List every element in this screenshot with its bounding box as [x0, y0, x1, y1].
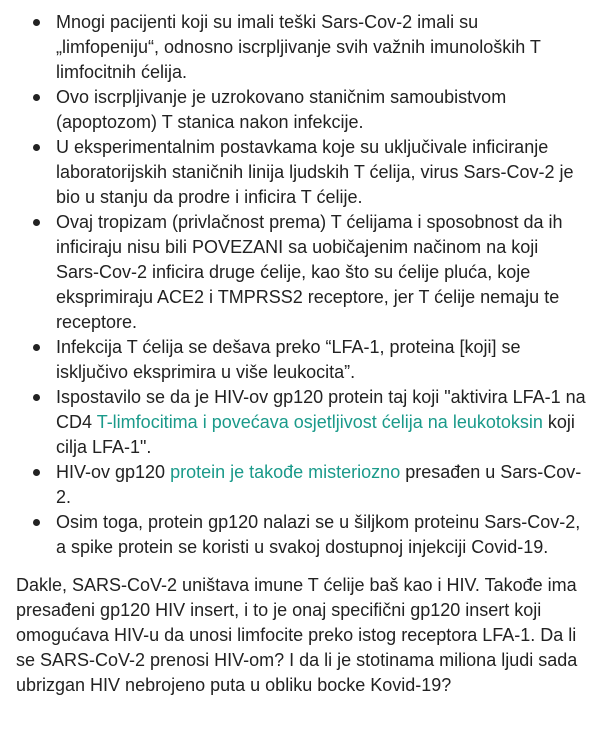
bullet-icon — [33, 519, 40, 526]
list-item — [14, 335, 586, 385]
list-item-text: U eksperimentalnim postavkama koje su uključivale inficiranje laboratorijskih staničnih linija ljudskih T ćelija, virus Sars-Cov-2 je bio u stanju da prodre i inficira T ćelije. — [56, 137, 574, 207]
list-item — [14, 135, 586, 210]
misteriozno-link[interactable]: protein je takođe misteriozno — [170, 462, 401, 482]
bullet-list — [14, 10, 586, 560]
bullet-icon — [33, 469, 40, 476]
conclusion-paragraph: Dakle, SARS-CoV-2 uništava imune T ćelije baš kao i HIV. Takođe ima presađeni gp120 HIV insert, i to je onaj specifični gp120 insert koji omogućava HIV-u da unosi limfocite preko istog receptora LFA-1. Da li se SARS-CoV-2 prenosi HIV-om? I da li je stotinama miliona ljudi sada ubrizgan HIV nebrojeno puta u obliku bocke Kovid-19? — [16, 575, 578, 695]
list-item-text: Ovo iscrpljivanje je uzrokovano staničnim samoubistvom (apoptozom) T stanica nakon infekcije. — [56, 87, 507, 132]
list-item — [14, 210, 586, 335]
bullet-icon — [33, 219, 40, 226]
list-item-text: Infekcija T ćelija se dešava preko “LFA-1, proteina [koji] se isključivo eksprimira u više leukocita”. — [56, 337, 521, 382]
list-item-text-before: Ispostavilo se da je HIV-ov gp120 protein taj koji "aktivira LFA-1 na CD4 — [56, 387, 586, 432]
list-item — [14, 510, 586, 560]
leukotoxin-link[interactable]: T-limfocitima i povećava osjetljivost ćelija na leukotoksin — [96, 412, 543, 432]
list-item — [14, 385, 586, 460]
bullet-icon — [33, 94, 40, 101]
list-item-text-after: koji cilja LFA-1". — [56, 412, 575, 457]
bullet-icon — [33, 19, 40, 26]
list-item — [14, 10, 586, 85]
list-item-text: Ovaj tropizam (privlačnost prema) T ćelijama i sposobnost da ih inficiraju nisu bili POVEZANI sa uobičajenim načinom na koji Sars-Cov-2 inficira druge ćelije, kao što su ćelije pluća, koje eksprimiraju ACE2 i TMPRSS2 receptore, jer T ćelije nemaju te receptore. — [56, 212, 563, 332]
list-item-text-after: presađen u Sars-Cov-2. — [56, 462, 582, 507]
list-item-text: Osim toga, protein gp120 nalazi se u šiljkom proteinu Sars-Cov-2, a spike protein se koristi u svakoj dostupnoj injekciji Covid-19. — [56, 512, 581, 557]
bullet-icon — [33, 344, 40, 351]
bullet-icon — [33, 394, 40, 401]
list-item — [14, 460, 586, 510]
list-item-text-before: HIV-ov gp120 — [56, 462, 171, 482]
bullet-icon — [33, 144, 40, 151]
list-item-text: Mnogi pacijenti koji su imali teški Sars-Cov-2 imali su „limfopeniju“, odnosno iscrpljivanje svih važnih imunoloških T limfocitnih ćelija. — [56, 12, 541, 82]
list-item — [14, 85, 586, 135]
